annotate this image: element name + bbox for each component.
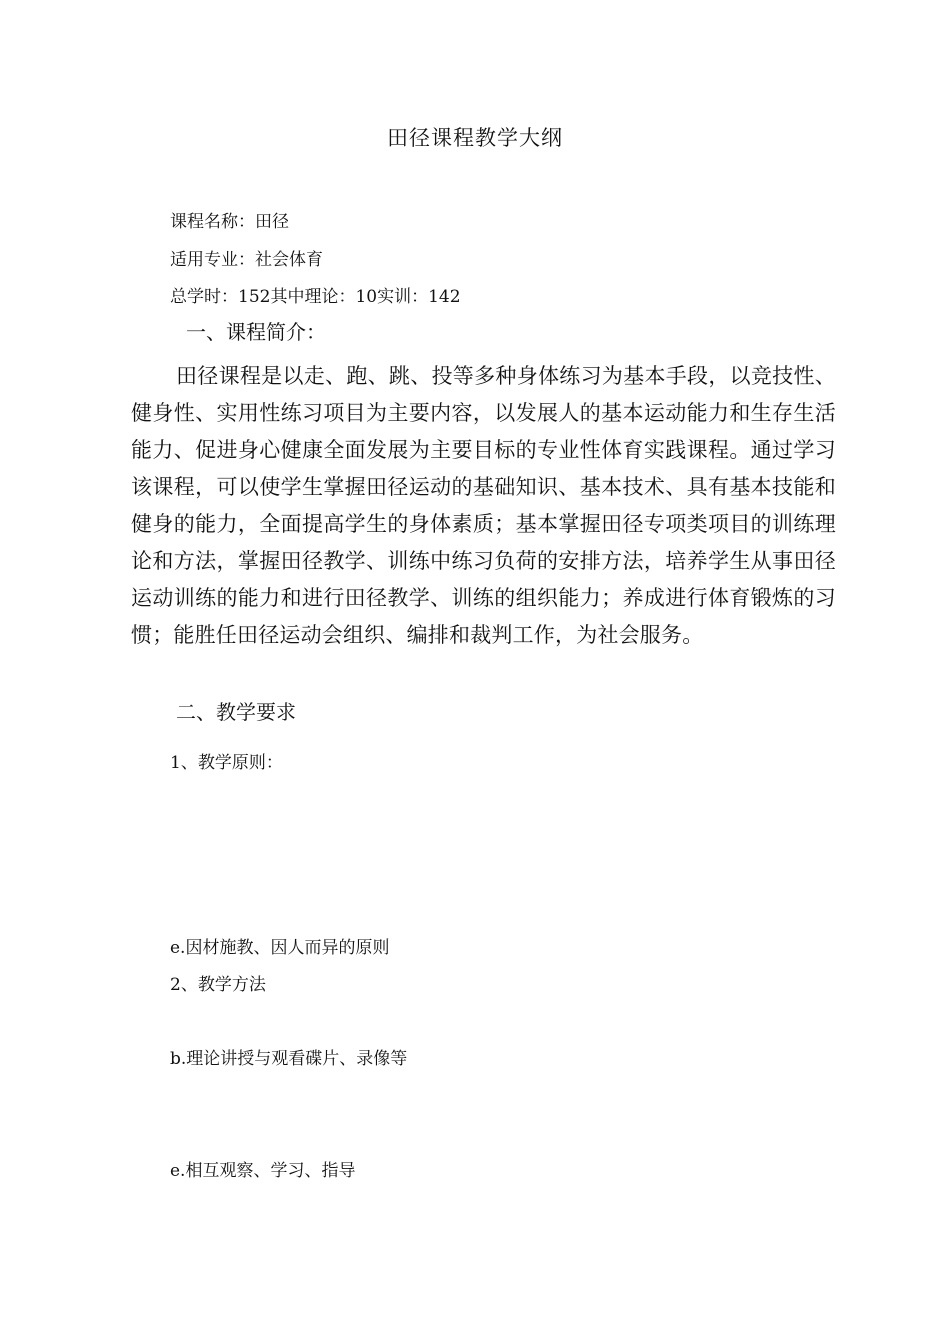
course-name: 课程名称：田径 — [170, 212, 289, 232]
teaching-methods-heading: 2、教学方法 — [170, 975, 266, 995]
intro-paragraph: 田径课程是以走、跑、跳、投等多种身体练习为基本手段，以竞技性、健身性、实用性练习项目为主要内容，以发展人的基本运动能力和生存生活能力、促进身心健康全面发展为主要目标的专业性体育实践课程。通过学习该课程，可以使学生掌握田径运动的基础知识、基本技术、具有基本技能和健身的能力，全面提高学生的身体素质；基本掌握田径专项类项目的训练理论和方法，掌握田径教学、训练中练习负荷的安排方法，培养学生从事田径运动训练的能力和进行田径教学、训练的组织能力；养成进行体育锻炼的习惯；能胜任田径运动会组织、编排和裁判工作，为社会服务。 — [131, 364, 836, 647]
method-item-e: e.相互观察、学习、指导 — [170, 1161, 356, 1181]
document-title: 田径课程教学大纲 — [387, 126, 563, 150]
section-heading-intro: 一、课程简介： — [186, 320, 326, 344]
section-heading-requirements: 二、教学要求 — [176, 700, 296, 724]
teaching-principles-heading: 1、教学原则： — [170, 753, 283, 773]
applicable-major: 适用专业：社会体育 — [170, 250, 323, 270]
method-item-b: b.理论讲授与观看碟片、录像等 — [170, 1049, 408, 1069]
principle-item-e: e.因材施教、因人而异的原则 — [170, 938, 390, 958]
total-hours: 总学时：152其中理论：10实训：142 — [170, 287, 461, 307]
